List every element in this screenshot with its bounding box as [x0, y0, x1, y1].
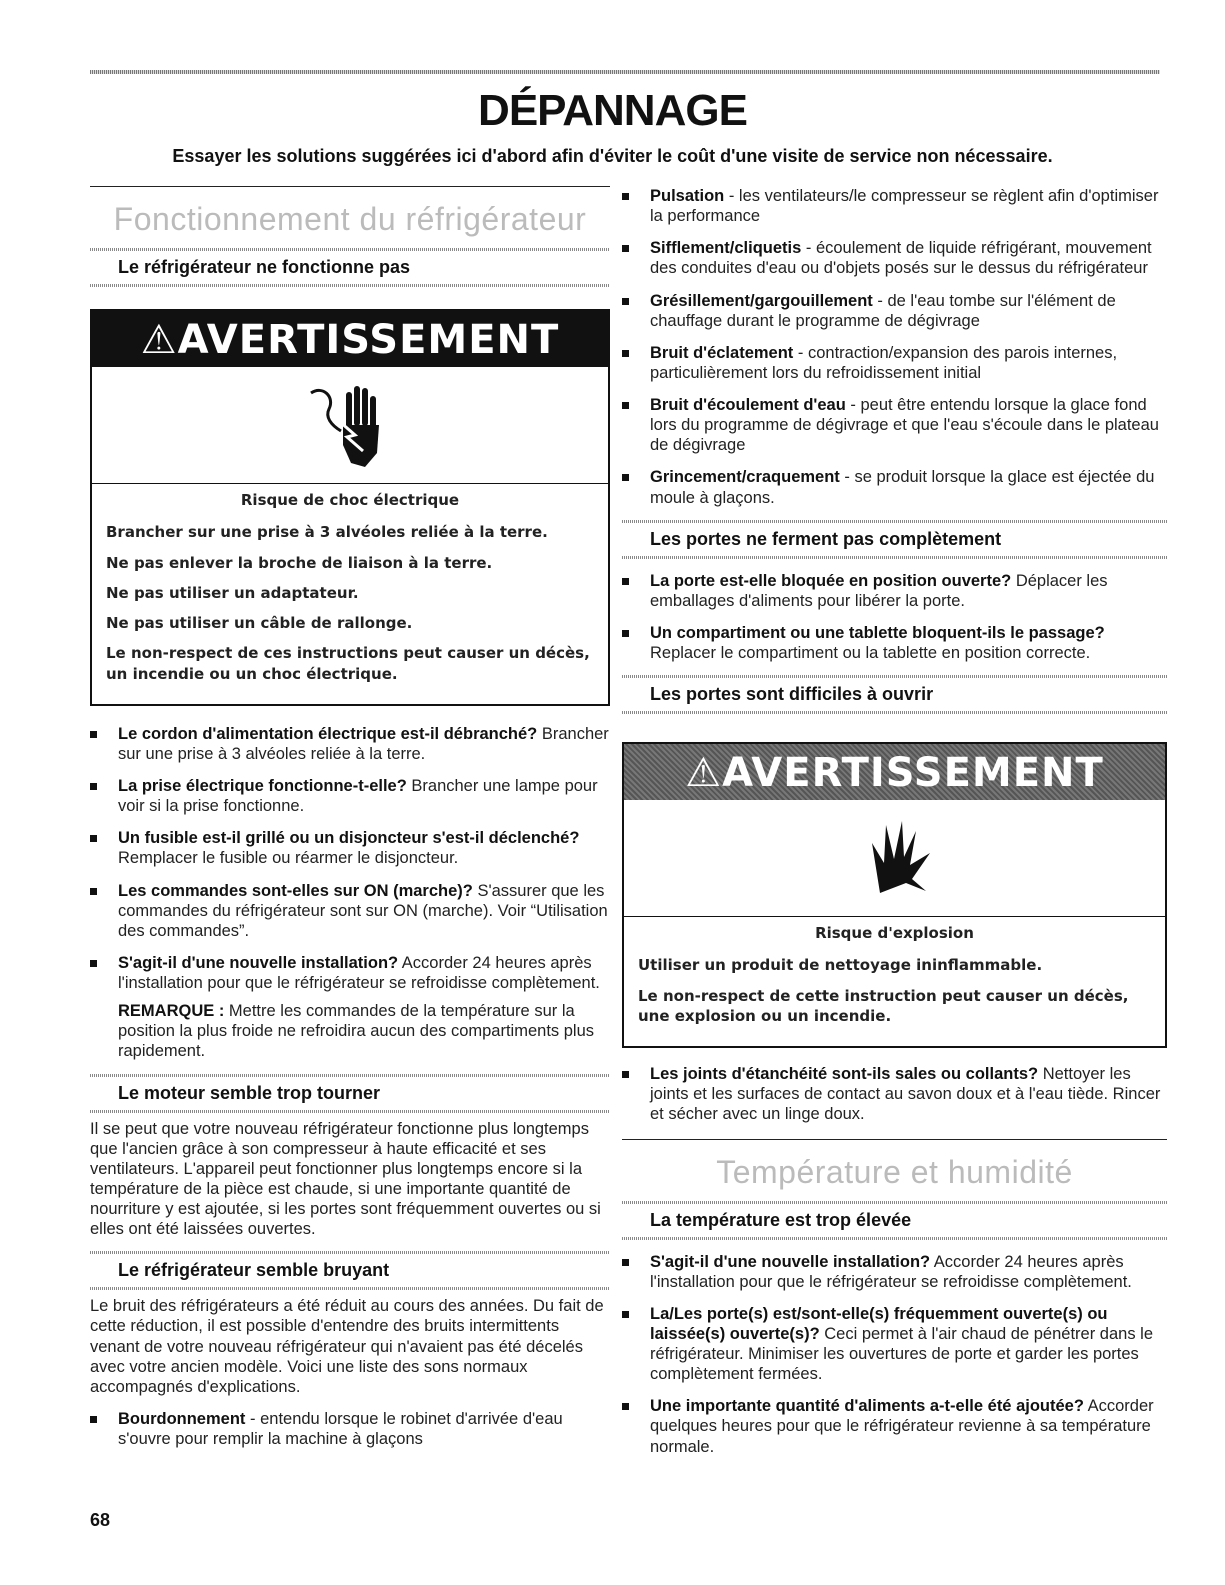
- warning-line: Ne pas utiliser un adaptateur.: [106, 583, 359, 602]
- list-item: Une importante quantité d'aliments a-t-elle été ajoutée? Accorder quelques heures pour que le réfrigérateur revienne à sa température normale.: [622, 1396, 1167, 1456]
- bullet-list-noise: [622, 186, 1167, 508]
- warning-line: Ne pas utiliser un câble de rallonge.: [106, 614, 413, 632]
- list-item: Bruit d'éclatement - contraction/expansion des parois internes, particulièrement lors du refroidissement initial: [622, 343, 1167, 383]
- warning-line: Ne pas enlever la broche de liaison à la terre.: [106, 553, 493, 572]
- list-item: Grincement/craquement - se produit lorsque la glace est éjectée du moule à glaçons.: [622, 467, 1167, 507]
- list-item: Les commandes sont-elles sur ON (marche)? S'assurer que les commandes du réfrigérateur sont sur ON (marche). Voir “Utilisation des commandes”.: [90, 881, 610, 941]
- bullet-list-joints: [622, 1064, 1167, 1124]
- left-column: [90, 186, 610, 1461]
- list-item: Grésillement/gargouillement - de l'eau tombe sur l'élément de chauffage durant le programme de dégivrage: [622, 291, 1167, 331]
- warning-line: Utiliser un produit de nettoyage ininflammable.: [638, 956, 1043, 975]
- page-title: DÉPANNAGE: [478, 86, 747, 135]
- bullet-list-noise-left: [90, 1409, 610, 1449]
- list-item: La/Les porte(s) est/sont-elle(s) fréquemment ouverte(s) ou laissée(s) ouverte(s)? Ceci permet à l'air chaud de pénétrer dans le réfrigérateur. Minimiser les ouvertures de porte et garder les portes complètement fermées.: [622, 1304, 1167, 1385]
- bullet-list-doors: [622, 571, 1167, 664]
- warning-line: Brancher sur une prise à 3 alvéoles reliée à la terre.: [106, 523, 548, 542]
- bullet-list-temperature: [622, 1252, 1167, 1457]
- paragraph-bruyant: Le bruit des réfrigérateurs a été réduit au cours des années. Du fait de cette réduction, il est possible d'entendre des bruits intermittents venant de votre nouveau réfrigérateur qui n'avaient pas été décelés avec votre ancien modèle. Voici une liste des sons normaux accompagnés d'explications.: [90, 1297, 604, 1396]
- page-subtitle: Essayer les solutions suggérées ici d'abord afin d'éviter le coût d'une visite de service non nécessaire.: [172, 146, 1053, 166]
- warning-box-explosion: [622, 742, 1167, 1048]
- list-item: Les joints d'étanchéité sont-ils sales ou collants? Nettoyer les joints et les surfaces de contact au savon doux et à l'eau tiède. Rincer et sécher avec un linge doux.: [622, 1064, 1167, 1124]
- subhead-bruyant: Le réfrigérateur semble bruyant: [118, 1260, 390, 1281]
- note: REMARQUE : Mettre les commandes de la température sur la position la plus froide ne refroidira aucun des compartiments plus rapidement.: [118, 1002, 595, 1061]
- list-item: Le cordon d'alimentation électrique est-il débranché? Brancher sur une prise à 3 alvéoles reliée à la terre.: [90, 724, 610, 764]
- warning-line: Le non-respect de ces instructions peut causer un décès, un incendie ou un choc électrique.: [106, 644, 590, 683]
- paragraph-moteur: Il se peut que votre nouveau réfrigérateur fonctionne plus longtemps que l'ancien grâce à son compresseur à haute efficacité et ses ventilateurs. L'appareil peut fonctionner plus longtemps encore si la température de la pièce est chaude, si une importante quantité de nourriture y est ajoutée, si les portes sont fréquemment ouvertes ou si elles ont été laissées ouvertes.: [90, 1119, 601, 1239]
- list-item: S'agit-il d'une nouvelle installation? Accorder 24 heures après l'installation pour que le réfrigérateur se refroidisse complètement. REMARQUE : Mettre les commandes de la température sur la position la plus froide ne refroidira aucun des compartiments plus rapidement.: [90, 953, 610, 1062]
- subhead-temperature-elevee: La température est trop élevée: [650, 1209, 912, 1230]
- subhead-portes-difficiles: Les portes sont difficiles à ouvrir: [650, 684, 934, 705]
- list-item: Bruit d'écoulement d'eau - peut être entendu lorsque la glace fond lors du programme de dégivrage et que l'eau s'écoule dans le plateau de dégivrage: [622, 395, 1167, 455]
- top-rule: [90, 70, 1160, 74]
- warning-risk-text: Risque de choc électrique: [240, 491, 460, 509]
- subhead-portes-ferment: Les portes ne ferment pas complètement: [650, 528, 1002, 549]
- warning-risk-text: Risque d'explosion: [815, 924, 974, 943]
- list-item: Sifflement/cliquetis - écoulement de liquide réfrigérant, mouvement des conduites d'eau ou d'objets posés sur le dessus du réfrigérateur: [622, 238, 1167, 278]
- list-item: Un fusible est-il grillé ou un disjoncteur s'est-il déclenché? Remplacer le fusible ou réarmer le disjoncteur.: [90, 828, 610, 868]
- warning-header: ⚠AVERTISSEMENT: [624, 744, 1165, 800]
- warning-box-electric: [90, 309, 610, 706]
- warning-header: ⚠AVERTISSEMENT: [92, 311, 608, 367]
- section-title-temperature: Température et humidité: [716, 1153, 1073, 1190]
- list-item: Pulsation - les ventilateurs/le compresseur se règlent afin d'optimiser la performance: [622, 186, 1167, 226]
- list-item: Bourdonnement - entendu lorsque le robinet d'arrivée d'eau s'ouvre pour remplir la machine à glaçons: [90, 1409, 610, 1449]
- section-title-fonctionnement: Fonctionnement du réfrigérateur: [113, 201, 587, 237]
- subhead-moteur: Le moteur semble trop tourner: [118, 1082, 381, 1103]
- list-item: Un compartiment ou une tablette bloquent-ils le passage? Replacer le compartiment ou la tablette en position correcte.: [622, 623, 1167, 663]
- subhead-ne-fonctionne-pas: Le réfrigérateur ne fonctionne pas: [118, 257, 411, 277]
- electric-shock-icon: [305, 375, 395, 475]
- page-number: 68: [90, 1510, 111, 1530]
- list-item: La prise électrique fonctionne-t-elle? Brancher une lampe pour voir si la prise fonctionne.: [90, 776, 610, 816]
- warning-line: Le non-respect de cette instruction peut causer un décès, une explosion ou un incendie.: [638, 986, 1129, 1025]
- explosion-icon: [850, 813, 940, 903]
- right-column: [622, 186, 1167, 1469]
- list-item: S'agit-il d'une nouvelle installation? Accorder 24 heures après l'installation pour que le réfrigérateur se refroidisse complètement.: [622, 1252, 1167, 1292]
- list-item: La porte est-elle bloquée en position ouverte? Déplacer les emballages d'aliments pour libérer la porte.: [622, 571, 1167, 611]
- bullet-list-power: [90, 724, 610, 1062]
